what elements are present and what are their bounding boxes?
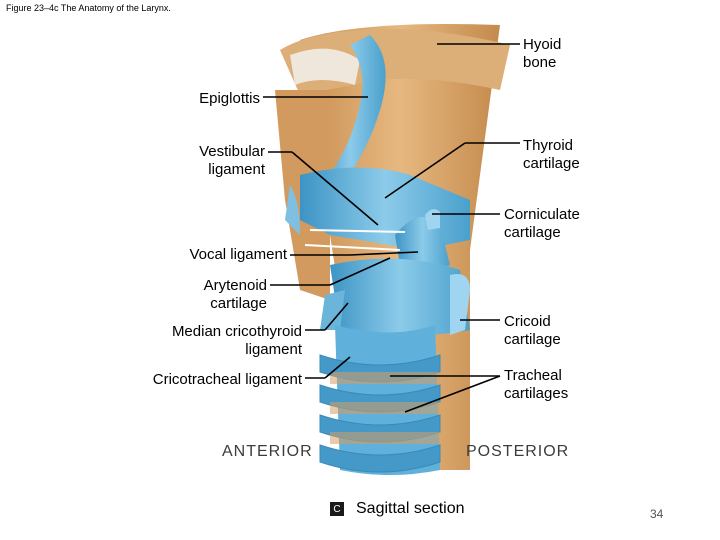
label-corniculate-cartilage: Corniculate cartilage (504, 206, 580, 241)
label-vocal-ligament: Vocal ligament (189, 246, 287, 263)
figure-title: Figure 23–4c The Anatomy of the Larynx. (6, 3, 171, 13)
label-hyoid-bone: Hyoid bone (523, 36, 562, 71)
page-number: 34 (650, 507, 664, 521)
label-tracheal-cartilages: Tracheal cartilages (504, 367, 569, 402)
label-cricotracheal-ligament: Cricotracheal ligament (152, 371, 302, 388)
anterior-label: ANTERIOR (222, 443, 313, 460)
section-tag: C (330, 502, 344, 516)
posterior-label: POSTERIOR (466, 443, 570, 460)
section-caption (330, 500, 465, 518)
label-vestibular-ligament: Vestibular ligament (199, 143, 265, 178)
label-thyroid-cartilage: Thyroid cartilage (523, 137, 580, 172)
label-arytenoid-cartilage: Arytenoid cartilage (203, 277, 267, 312)
label-epiglottis: Epiglottis (199, 90, 260, 107)
label-median-cricothyroid-ligament: Median cricothyroid ligament (171, 323, 302, 358)
label-cricoid-cartilage: Cricoid cartilage (504, 313, 561, 348)
cricoid-cartilage-shape (330, 259, 470, 335)
section-text: Sagittal section (356, 500, 465, 517)
